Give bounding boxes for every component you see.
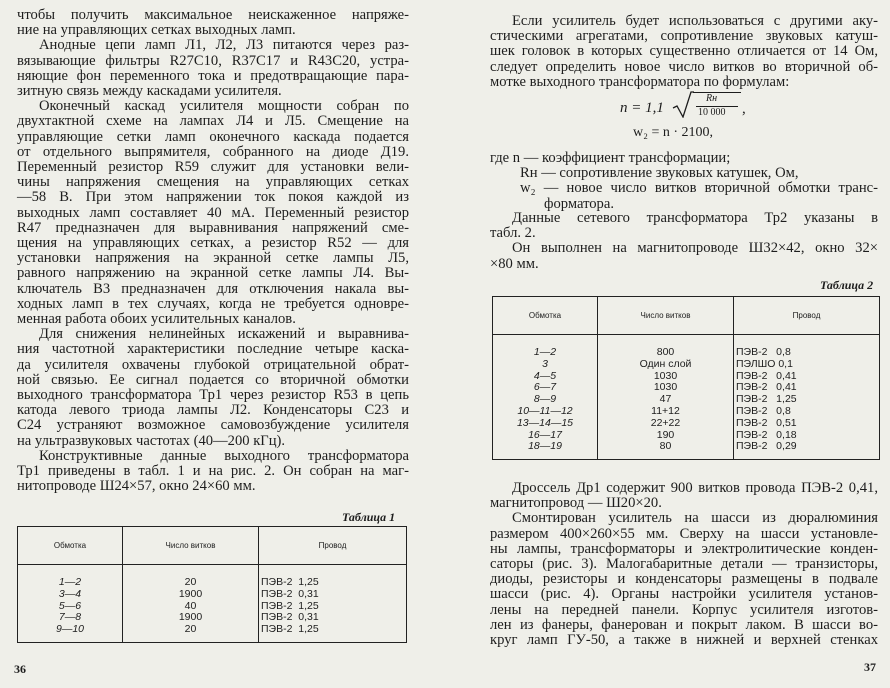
page-number: 36 — [14, 662, 26, 676]
text-line: лен из фанеры, фанерован и покрыт лаком. В шасси во- — [490, 616, 878, 633]
text-line: R47 предназначен для выравнивания напряжений сме- — [17, 219, 409, 236]
text-line: нитопроводе Ш24×57, окно 24×60 мм. — [17, 478, 256, 495]
paragraph — [17, 449, 409, 495]
table-2 — [492, 296, 880, 460]
table-row — [493, 335, 880, 359]
table-header: Число витков — [598, 297, 734, 335]
turns-cell: 1030 — [598, 382, 734, 394]
turns-cell: 22+22 — [598, 418, 734, 430]
text-line: ной связью. Ее сигнал подается со вторичной обмотки — [17, 371, 409, 388]
turns-cell: 47 — [598, 394, 734, 406]
wire-cell: ПЭВ-2 0,8 — [734, 335, 880, 359]
text-line: щения на управляющих сетках, а резистор R52 — для — [17, 235, 409, 252]
text-line: —58 В. При этом напряжении ток покоя каждой из — [17, 189, 409, 206]
table-1 — [17, 526, 407, 643]
paragraph — [17, 8, 409, 38]
turns-cell: 190 — [598, 430, 734, 442]
table-row — [18, 624, 407, 642]
text-line: Конструктивные данные выходного трансформатора — [39, 447, 409, 464]
table-1-caption: Таблица 1 — [342, 510, 396, 524]
text-line: стическими агрегатами, сопротивление звуковых катуш- — [490, 28, 878, 45]
table-header: Обмотка — [493, 297, 598, 335]
text-line: Тр1 приведены в табл. 1 и на рис. 2. Он собран на маг- — [17, 463, 409, 480]
table-row — [18, 589, 407, 601]
wire-cell: ПЭВ-2 0,31 — [259, 612, 407, 624]
text-line: круг ламп ГУ-50, а также в нижней и верхней стенках — [490, 632, 878, 649]
text-line: выходных ламп составляет 40 мА. Переменный резистор — [17, 204, 409, 221]
wire-cell: ПЭВ-2 0,18 — [734, 430, 880, 442]
text-line: на ультразвуковых частотах (40—200 кГц). — [17, 432, 286, 449]
winding-cell: 7—8 — [18, 612, 123, 624]
paragraph — [17, 99, 409, 327]
text-line: саторы (рис. 3). Малогабаритные детали — транзисторы, — [490, 556, 878, 573]
turns-cell: Один слой — [598, 359, 734, 371]
text-line: выходного трансформатора Тр1 через резистор R53 в цепь — [17, 387, 409, 404]
text-line: табл. 2. — [490, 225, 536, 242]
text-line: Оконечный каскад усилителя мощности собран по — [39, 98, 409, 115]
text-line: лены на передней панели. Корпус усилителя изготов- — [490, 601, 878, 618]
text-line: менная работа обоих усилительных каналов. — [17, 311, 296, 328]
right-page — [450, 0, 890, 688]
text-line: шек головок в которых существенно отличается от 14 Ом, — [490, 43, 878, 60]
text-line: двухтактной схеме на лампах Л4 и Л5. Смещение на — [17, 113, 409, 130]
text-line: от отдельного выпрямителя, собранного на диоде Д19. — [17, 143, 409, 160]
winding-cell: 6—7 — [493, 382, 598, 394]
text-line: Анодные цепи ламп Л1, Л2, Л3 питаются через раз- — [39, 37, 409, 54]
table-header: Провод — [734, 297, 880, 335]
text-line: управляющие сетки ламп оконечного каскада подается — [17, 128, 409, 145]
text-line: Для снижения нелинейных искажений и выравнива- — [39, 326, 409, 343]
winding-cell: 13—14—15 — [493, 418, 598, 430]
text-line: размером 400×260×55 мм. Сверху на шасси установле- — [490, 525, 878, 542]
table-row — [493, 441, 880, 459]
text-line: зитную связь между каскадами усилителя. — [17, 83, 282, 100]
table-row — [18, 565, 407, 589]
text-line: вязывающие фильтры R27C10, R37C17 и R43C20, устра- — [17, 52, 409, 69]
turns-cell: 800 — [598, 335, 734, 359]
formula-numerator: Rн — [706, 93, 718, 104]
text-line: чины напряжения смещения на управляющих сетках — [17, 174, 409, 191]
turns-cell: 1900 — [123, 589, 259, 601]
text-line: w₂ — новое число витков вторичной обмотки транс- — [520, 180, 878, 197]
paragraph — [490, 211, 878, 272]
winding-cell: 10—11—12 — [493, 406, 598, 418]
text-line: ×80 мм. — [490, 255, 539, 272]
wire-cell: ПЭВ-2 1,25 — [259, 601, 407, 613]
formula-comma: , — [742, 101, 746, 117]
wire-cell: ПЭЛШО 0,1 — [734, 359, 880, 371]
winding-cell: 1—2 — [18, 565, 123, 589]
winding-cell: 4—5 — [493, 371, 598, 383]
turns-cell: 11+12 — [598, 406, 734, 418]
intro-paragraph — [490, 14, 878, 90]
winding-cell: 9—10 — [18, 624, 123, 642]
sqrt-sign — [672, 90, 694, 118]
text-line: магнитопровод — Ш20×20. — [490, 495, 662, 512]
page-number: 37 — [864, 660, 876, 674]
wire-cell: ПЭВ-2 1,25 — [259, 624, 407, 642]
text-line: няющие фон переменного тока и предотвращающие пара- — [17, 67, 409, 84]
table-header: Обмотка — [18, 527, 123, 565]
text-line: мотке выходного трансформатора по формулам: — [490, 73, 790, 90]
text-line: диоды, резисторы и конденсаторы размещены в подвале — [490, 571, 878, 588]
table-row — [493, 406, 880, 418]
winding-cell: 18—19 — [493, 441, 598, 459]
text-line: Дроссель Др1 содержит 900 витков провода ПЭВ-2 0,41, — [512, 480, 878, 496]
text-line: Переменный резистор R59 служит для установки вели- — [17, 159, 409, 176]
wire-cell: ПЭВ-2 0,41 — [734, 371, 880, 383]
text-line: ние на управляющих сетках выходных ламп. — [17, 22, 296, 39]
formula-denominator: 10 000 — [698, 107, 726, 118]
winding-cell: 3—4 — [18, 589, 123, 601]
text-line: Если усилитель будет использоваться с другими аку- — [512, 13, 878, 29]
wire-cell: ПЭВ-2 0,29 — [734, 441, 880, 459]
turns-cell: 80 — [598, 441, 734, 459]
text-line: Rн — сопротивление звуковых катушек, Ом, — [520, 165, 799, 182]
turns-cell: 20 — [123, 565, 259, 589]
table-2-caption: Таблица 2 — [820, 278, 874, 292]
wire-cell: ПЭВ-2 1,25 — [259, 565, 407, 589]
wire-cell: ПЭВ-2 0,8 — [734, 406, 880, 418]
turns-cell: 1030 — [598, 371, 734, 383]
table-header: Провод — [259, 527, 407, 565]
table-row — [493, 359, 880, 371]
winding-cell: 3 — [493, 359, 598, 371]
text-line: ключатель В3 предназначен для отключения накала вы- — [17, 280, 409, 297]
wire-cell: ПЭВ-2 1,25 — [734, 394, 880, 406]
left-text-block — [17, 8, 409, 495]
winding-cell: 1—2 — [493, 335, 598, 359]
paragraph — [17, 327, 409, 449]
wire-cell: ПЭВ-2 0,51 — [734, 418, 880, 430]
left-page — [0, 0, 440, 688]
text-line: установки напряжения на экранной сетке лампы Л5, — [17, 250, 409, 267]
text-line: ния частотной характеристики последние четыре каска- — [17, 341, 409, 358]
formula-lhs: n = 1,1 — [620, 100, 664, 116]
table-row — [493, 418, 880, 430]
winding-cell: 8—9 — [493, 394, 598, 406]
text-line: ны лампы, трансформаторы и электролитические конден- — [490, 540, 878, 557]
turns-cell: 20 — [123, 624, 259, 642]
definitions — [490, 151, 878, 212]
text-line: шасси (рис. 4). Органы настройки усилителя установ- — [490, 586, 878, 603]
turns-cell: 1900 — [123, 612, 259, 624]
text-line: Смонтирован усилитель на шасси из дюралюминия — [512, 510, 878, 527]
text-line: Данные сетевого трансформатора Тр2 указаны в — [512, 210, 878, 226]
text-line: катода левого триода лампы Л2. Конденсаторы C23 и — [17, 402, 409, 419]
text-line: следует определить новое число витков во вторичной об- — [490, 58, 878, 75]
winding-cell: 16—17 — [493, 430, 598, 442]
text-line: да усилителя охвачены глубокой отрицательной обрат- — [17, 356, 409, 373]
paragraph — [490, 481, 878, 648]
wire-cell: ПЭВ-2 0,41 — [734, 382, 880, 394]
text-line: Он выполнен на магнитопроводе Ш32×42, окно 32× — [512, 240, 878, 257]
text-line: где n — коэффициент трансформации; — [490, 150, 731, 166]
text-line: ходных ламп в тех случаях, когда не требуется одновре- — [17, 295, 409, 312]
turns-cell: 40 — [123, 601, 259, 613]
table-header: Число витков — [123, 527, 259, 565]
wire-cell: ПЭВ-2 0,31 — [259, 589, 407, 601]
winding-cell: 5—6 — [18, 601, 123, 613]
paragraph — [17, 38, 409, 99]
formula-w2: w₂ = n · 2100, — [633, 125, 714, 140]
text-line: равного напряжению на экранной сетке лампы Л4. Вы- — [17, 265, 409, 282]
text-line: чтобы получить максимальное неискаженное напряже- — [17, 7, 409, 23]
text-line: C24 устраняют возможное самовозбуждение усилителя — [17, 417, 409, 434]
text-line: форматора. — [544, 195, 614, 212]
